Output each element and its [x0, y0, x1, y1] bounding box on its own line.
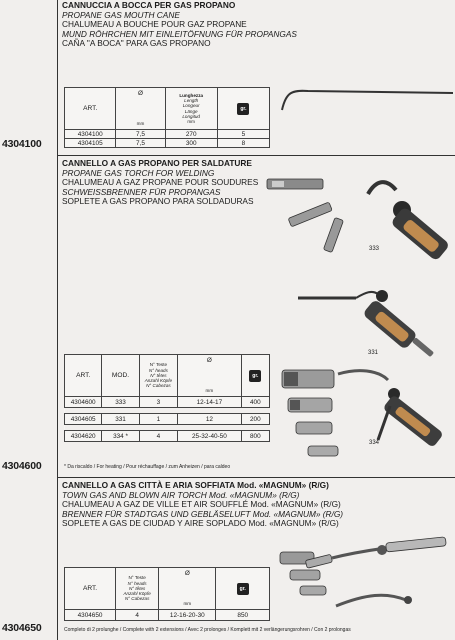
left-margin-rule — [57, 0, 58, 640]
section-2-note: * Da riscaldo / For heating / Pour réchauffage / zum Anheizen / para caldeo — [64, 464, 231, 470]
table-cell: 4304600 — [65, 397, 102, 408]
diameter-header — [178, 355, 242, 397]
table-cell: 270 — [165, 130, 217, 139]
table-cell: 334 * — [102, 431, 139, 442]
mouth-cane-image — [278, 84, 453, 114]
model-label-331: 331 — [368, 350, 379, 356]
model-label-333: 333 — [369, 246, 380, 252]
diameter-unit: mm — [205, 387, 214, 393]
diameter-symbol: Ø — [184, 570, 190, 577]
heads-label-fr: N° têtes — [128, 585, 146, 591]
section-1-title-it: CANNUCCIA A BOCCA PER GAS PROPANO — [62, 0, 236, 10]
section-2-spec-table — [64, 354, 270, 442]
table-cell: 4 — [139, 431, 177, 442]
table-cell: 12-14-17 — [178, 397, 242, 408]
length-header — [165, 88, 217, 130]
length-label-es: Longitud — [182, 113, 200, 119]
table-cell: 4304105 — [65, 139, 116, 148]
table-cell: 400 — [241, 397, 269, 408]
heads-label-en: N° heads — [127, 580, 147, 586]
section-1-title-es: CAÑA "A BOCA" PARA GAS PROPANO — [62, 38, 211, 49]
table-cell: 25-32-40-50 — [178, 431, 242, 442]
weight-icon: gr. — [237, 583, 249, 595]
weight-header — [241, 355, 269, 397]
section-divider — [57, 477, 455, 478]
section-3-spec-table — [64, 567, 270, 621]
section-2-code: 4304600 — [2, 460, 42, 472]
length-unit: mm — [187, 118, 195, 124]
weight-header — [216, 568, 270, 610]
table-cell: 12 — [178, 414, 242, 425]
section-1-title-block — [62, 1, 297, 49]
table-cell: 3 — [139, 397, 177, 408]
table-cell: 331 — [102, 414, 139, 425]
section-3-title-es: SOPLETE A GAS DE CIUDAD Y AIRE SOPLADO Mod. «MAGNUM» (R/G) — [62, 518, 339, 529]
art-header: ART. — [65, 568, 116, 610]
section-1-title-fr: CHALUMEAU A BOUCHE POUR GAZ PROPANE — [62, 19, 247, 30]
heads-header — [116, 568, 159, 610]
table-cell: 4304100 — [65, 130, 116, 139]
weight-header — [217, 88, 269, 130]
heads-label-en: N° heads — [148, 367, 168, 373]
heads-header — [139, 355, 177, 397]
length-label-de: Länge — [184, 108, 198, 114]
length-label-it: Lunghezza — [179, 92, 204, 98]
length-label-en: Length — [184, 98, 199, 104]
heads-label-es: N° Cabezas — [146, 383, 171, 389]
magnum-torch-image — [276, 534, 454, 614]
model-label-334: 334 — [369, 440, 380, 446]
section-1-title-en: PROPANE GAS MOUTH CANE — [62, 9, 180, 20]
table-cell: 7,5 — [116, 130, 165, 139]
section-2-title-es: SOPLETE A GAS PROPANO PARA SOLDADURAS — [62, 196, 254, 207]
welding-torch-331-image — [296, 280, 454, 360]
heads-label-de: Anzahl Köpfe — [123, 591, 151, 597]
section-3-title-fr: CHALUMEAU A GAZ DE VILLE ET AIR SOUFFLÉ Mod. «MAGNUM» (R/G) — [62, 499, 341, 510]
table-cell: 333 — [102, 397, 139, 408]
art-header: ART. — [65, 88, 116, 130]
section-3-code: 4304650 — [2, 622, 42, 634]
weight-icon: gr. — [237, 103, 249, 115]
table-cell: 5 — [217, 130, 269, 139]
heads-label-es: N° Cabezas — [124, 596, 150, 602]
table-cell: 800 — [241, 431, 269, 442]
diameter-unit: mm — [183, 600, 192, 606]
section-2-title-it: CANNELLO A GAS PROPANO PER SALDATURE — [62, 158, 252, 168]
heads-label-it: N° Teste — [149, 362, 168, 368]
heads-label-de: Anzahl Köpfe — [144, 378, 173, 384]
welding-torch-334-set-image — [278, 360, 454, 466]
diameter-header — [159, 568, 216, 610]
welding-torch-333-image — [262, 172, 454, 274]
length-label-fr: Longeur — [182, 103, 200, 109]
table-cell: 4304620 — [65, 431, 102, 442]
table-cell: 300 — [165, 139, 217, 148]
section-1-title-de: MUND RÖHRCHEN MIT EINLEITÖFNUNG FÜR PROPANGAS — [62, 28, 297, 39]
table-cell: 4304605 — [65, 414, 102, 425]
section-2-title-fr: CHALUMEAU A GAZ PROPANE POUR SOUDURES — [62, 177, 259, 188]
diameter-unit: mm — [136, 120, 145, 126]
diameter-symbol: Ø — [137, 90, 143, 97]
model-header: MOD. — [102, 355, 139, 397]
table-cell: 12-16-20-30 — [159, 610, 216, 621]
table-cell: 850 — [216, 610, 270, 621]
heads-label-it: N° Teste — [128, 575, 146, 581]
section-1-code: 4304100 — [2, 138, 42, 150]
table-cell: 7,5 — [116, 139, 165, 148]
table-cell: 200 — [241, 414, 269, 425]
art-header: ART. — [65, 355, 102, 397]
table-cell: 1 — [139, 414, 177, 425]
heads-label-fr: N° têtes — [150, 372, 167, 378]
section-1-spec-table — [64, 87, 270, 148]
section-2-title-de: SCHWEISSBRENNER FÜR PROPANGAS — [62, 186, 221, 197]
section-3-note: Completo di 2 prolunghe / Complete with 2 extensions / Avec 2 prolonges / Komplett mit 2 verlängerungsrohren / Con 2 prolongas — [64, 627, 351, 633]
table-cell: 4304650 — [65, 610, 116, 621]
section-3-title-block — [62, 481, 343, 529]
diameter-header — [116, 88, 165, 130]
diameter-symbol: Ø — [206, 357, 212, 364]
section-3-title-it: CANNELLO A GAS CITTÀ E ARIA SOFFIATA Mod. «MAGNUM» (R/G) — [62, 480, 329, 490]
section-divider — [57, 155, 455, 156]
section-2-title-block — [62, 159, 258, 207]
weight-icon: gr. — [249, 370, 261, 382]
section-3-title-de: BRENNER FÜR STADTGAS UND GEBLÄSELUFT Mod. «MAGNUM» (R/G) — [62, 508, 344, 519]
section-3-title-en: TOWN GAS AND BLOWN AIR TORCH Mod. «MAGNUM» (R/G) — [62, 489, 300, 500]
section-2-title-en: PROPANE GAS TORCH FOR WELDING — [62, 167, 215, 178]
table-cell: 8 — [217, 139, 269, 148]
table-cell: 4 — [116, 610, 159, 621]
